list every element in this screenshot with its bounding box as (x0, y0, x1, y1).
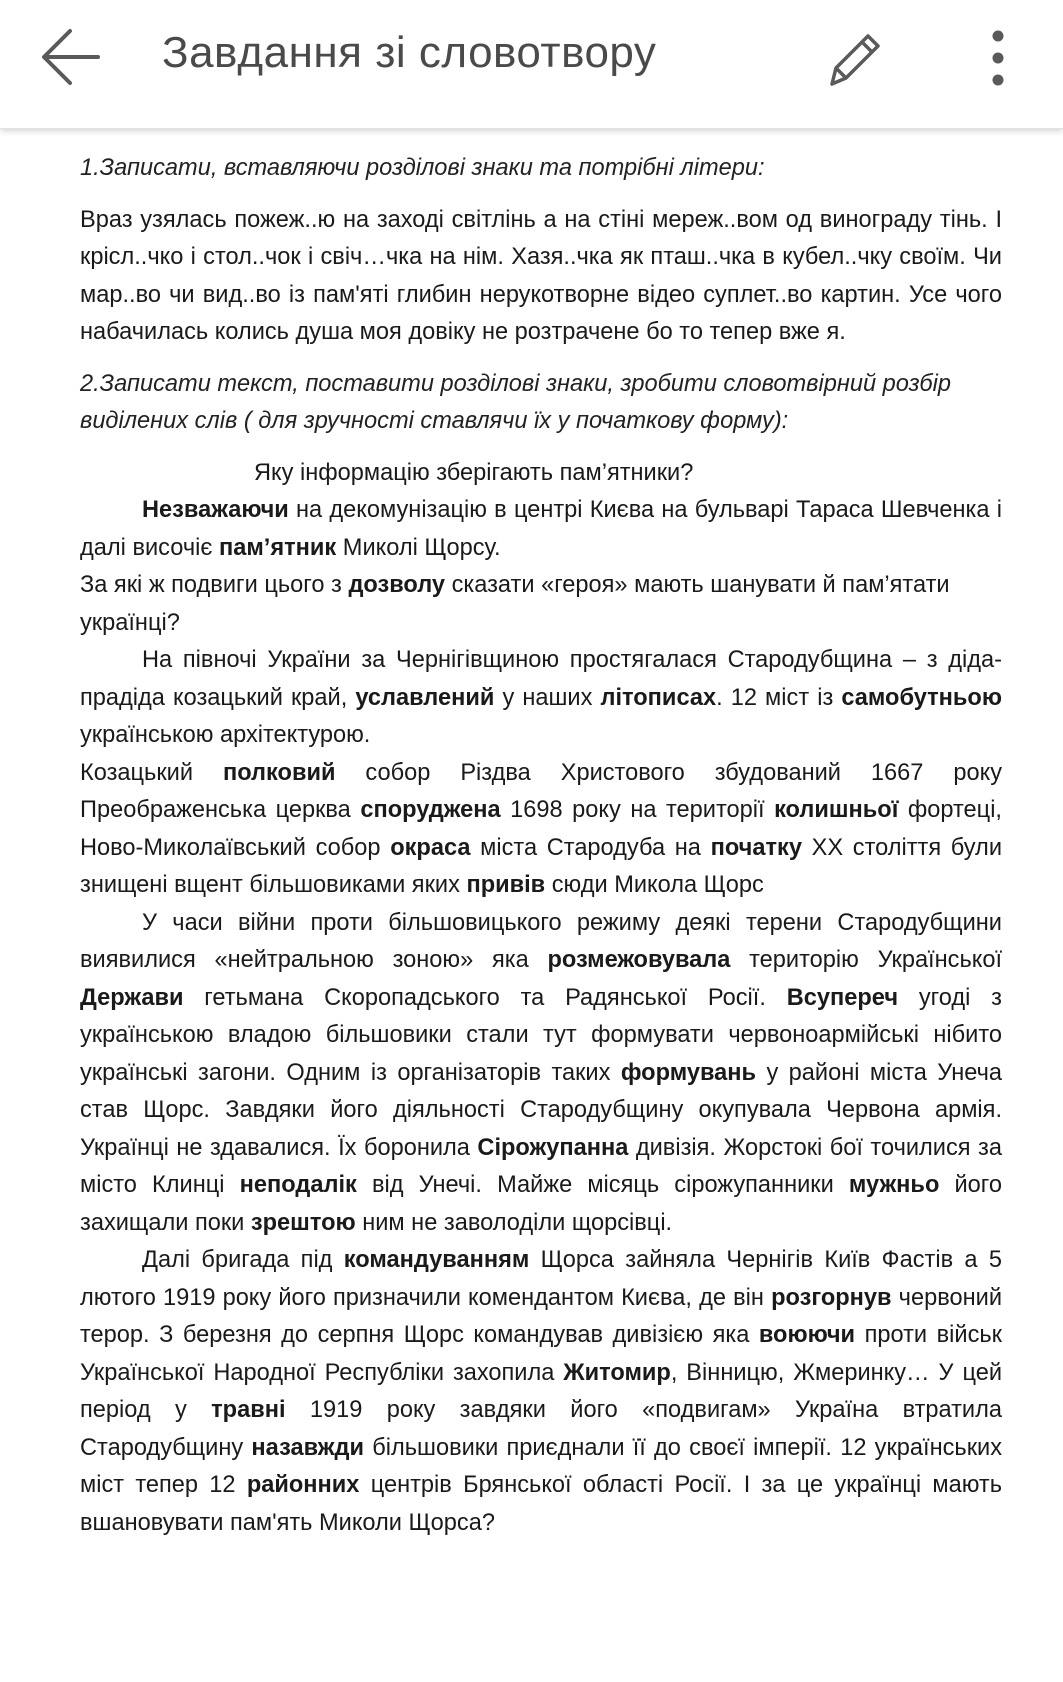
text-run: у районі міста Унеча став Щорс. Завдяки його діяльності Стародубщину окупувала Червона армія. Українці не здавалися. Їх боронила (80, 1059, 1002, 1161)
highlighted-word: мужньо (848, 1172, 940, 1198)
highlighted-word: командуванням (343, 1247, 530, 1273)
app-bar (0, 0, 1063, 129)
text-run: фортеці, Ново-Миколаївський собор (80, 797, 1002, 861)
text-run: . 12 міст із (716, 684, 842, 711)
text-run: , Вінницю, Жмеринку… У цей період у (80, 1359, 1002, 1423)
text-run: Щорса зайняла Чернігів Київ Фастів а 5 лютого 1919 року його призначили комендантом Києва, де він (80, 1247, 1002, 1311)
text-run: На півночі України за Чернігівщиною простягалася Стародубщина – з діда-прадіда козацький край, (80, 647, 1002, 711)
text-run: проти військ Української Народної Республіки захопила (80, 1322, 1002, 1386)
highlighted-word: полковий (222, 759, 336, 786)
text-paragraph (80, 1242, 1002, 1542)
text-run: від Унечі. Майже місяць сірожупанники (356, 1172, 849, 1198)
text-run: дивізія. Жорстокі бої точилися за місто Клинці (80, 1134, 1002, 1198)
text-run: гетьмана Скоропадського та Радянської Росії. (183, 984, 787, 1011)
text-run: сказати «героя» мають шанувати й пам’ятати українці? (80, 572, 950, 636)
text-paragraph (80, 905, 1002, 1243)
text-run: українською архітектурою. (80, 722, 371, 748)
text-run: угоді з українською владою більшовики стали тут формувати червоноармійські нібито українські загони. Одним із організаторів таких (80, 984, 1002, 1086)
text-paragraph (80, 492, 1002, 567)
highlighted-word: розмежовувала (547, 947, 731, 973)
highlighted-word: неподалік (239, 1172, 357, 1198)
highlighted-word: Незважаючи (142, 497, 289, 523)
highlighted-word: Держави (80, 984, 184, 1011)
highlighted-word: привів (466, 872, 546, 898)
text-run: сюди Микола Щорс (545, 872, 764, 898)
text-run: ХХ століття були знищені вщент більшовиками яких (80, 834, 1002, 898)
pencil-icon (818, 22, 888, 92)
highlighted-word: воюючи (758, 1322, 856, 1348)
text-run: більшовики приєднали її до своєї імперії. 12 українських міст тепер 12 (80, 1434, 1002, 1498)
text-run: червоний терор. З березня до серпня Щорс командував дивізією яка (80, 1284, 1002, 1348)
highlighted-word: споруджена (360, 797, 501, 823)
highlighted-word: Всупереч (786, 984, 899, 1011)
highlighted-word: зрештою (250, 1209, 356, 1236)
text-run: центрів Брянської області Росії. І за це українці мають вшановувати пам'ять Миколи Щорса? (80, 1472, 1002, 1536)
text-run: За які ж подвиги цього з (80, 572, 349, 598)
highlighted-word: формувань (620, 1059, 757, 1086)
highlighted-word: уславлений (355, 684, 495, 711)
text-paragraph (80, 567, 1002, 642)
text-run: Козацький (80, 759, 223, 786)
highlighted-word: окраса (390, 834, 471, 861)
task-1-text: Враз узялась пожеж..ю на заході світлінь а на стіні мереж..вом од винограду тінь. І крісл..чко і стол..чок і свіч…чка на нім. Хазя..чка як пташ..чка в кубел..чку своїм. Чи мар..во чи вид..во із пам'яті глибин нерукотворне відео суплет..во картин. Усе чого набачилась колись душа моя довіку не розтрачене бо то тепер вже я. (80, 206, 1002, 345)
task-1-heading: 1.Записати, вставляючи розділові знаки та потрібні літери: (80, 155, 765, 181)
text-run: у наших (494, 684, 601, 711)
text-run: собор Різдва Христового збудований 1667 року Преображенська церква (80, 759, 1002, 823)
text-run: Далі бригада під (142, 1247, 344, 1273)
text-paragraph (80, 642, 1002, 755)
text-run: територію Української (730, 947, 1002, 973)
text-paragraph (80, 755, 1002, 905)
text-run: на декомунізацію в центрі Києва на бульварі Тараса Шевченка і далі височіє (80, 497, 1002, 561)
text-run: його захищали поки (80, 1172, 1002, 1236)
highlighted-word: самобутньою (841, 684, 1002, 711)
highlighted-word: початку (710, 834, 802, 861)
arrow-left-icon (36, 22, 116, 92)
text-question-heading: Яку інформацію зберігають пам’ятники? (254, 459, 694, 486)
task-2-text (80, 492, 1002, 1542)
highlighted-word: дозволу (348, 572, 446, 598)
back-button[interactable] (36, 22, 116, 92)
text-run: міста Стародуба на (470, 834, 711, 861)
highlighted-word: колишньої (774, 797, 899, 823)
highlighted-word: районних (246, 1472, 360, 1498)
page-title: Завдання зі словотвору (162, 28, 657, 77)
more-options-button[interactable] (978, 26, 1018, 96)
document-body (80, 150, 1002, 1542)
highlighted-word: Сірожупанна (477, 1134, 629, 1161)
more-vert-icon (978, 26, 1018, 96)
highlighted-word: Житомир (563, 1359, 671, 1386)
highlighted-word: пам’ятник (218, 534, 337, 561)
highlighted-word: літописах (600, 684, 717, 711)
text-run: 1919 року завдяки його «подвигам» Україна втратила Стародубщину (80, 1397, 1002, 1461)
highlighted-word: травні (211, 1397, 286, 1423)
edit-button[interactable] (818, 22, 888, 92)
text-run: У часи війни проти більшовицького режиму деякі терени Стародубщини виявилися «нейтральною зоною» яка (80, 909, 1002, 973)
text-run: 1698 року на території (500, 797, 775, 823)
highlighted-word: розгорнув (771, 1284, 892, 1311)
text-run: ним не заволоділи щорсівці. (355, 1209, 673, 1236)
task-2-heading: 2.Записати текст, поставити розділові знаки, зробити словотвірний розбір виділених слів ( для зручності ставлячи їх у початкову форму): (80, 370, 951, 434)
text-run: Миколі Щорсу. (336, 534, 501, 561)
highlighted-word: назавжди (251, 1434, 365, 1461)
